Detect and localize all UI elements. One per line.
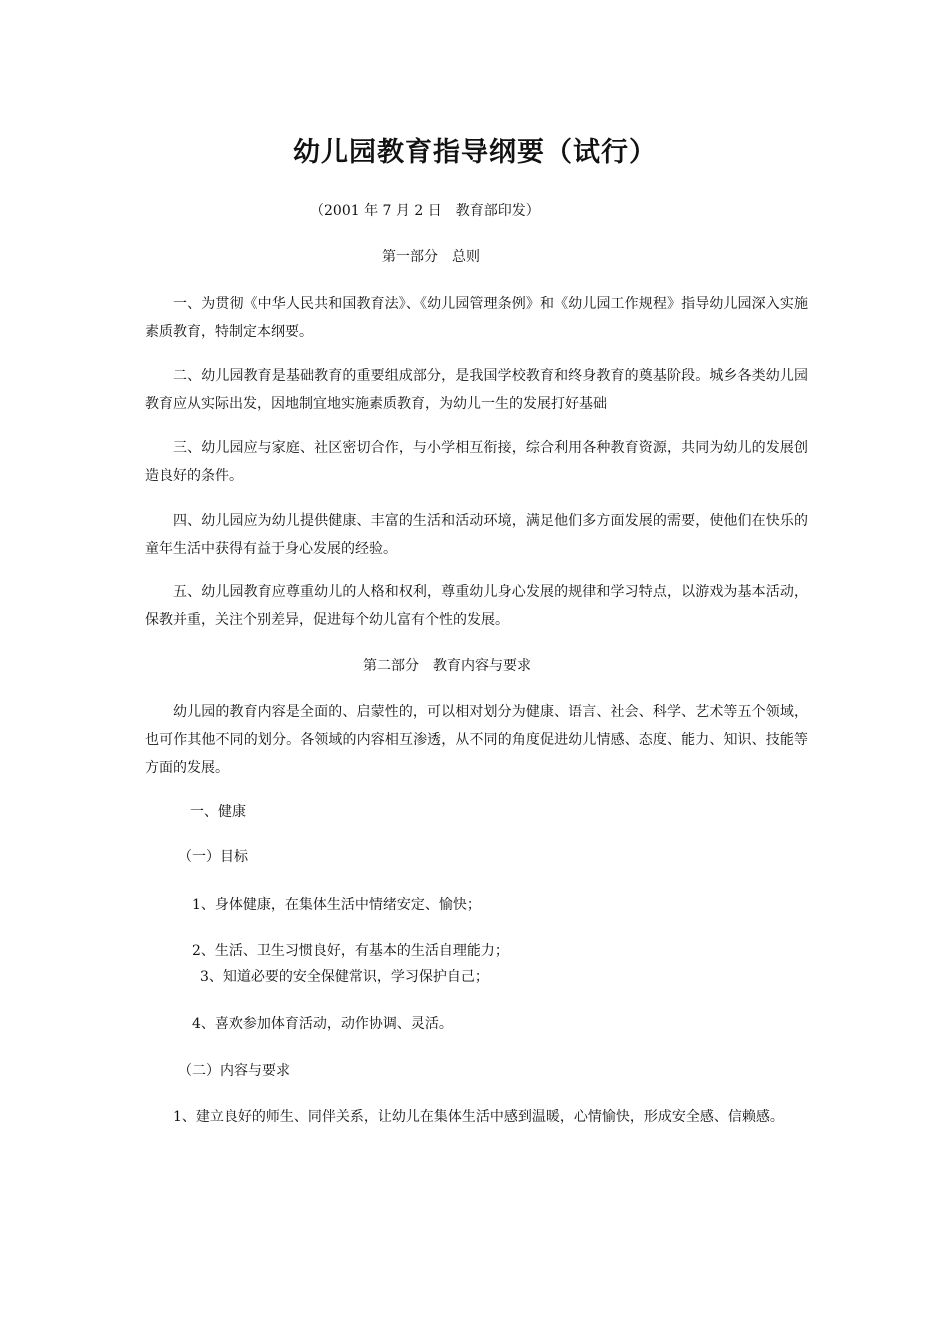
part2-intro: 幼儿园的教育内容是全面的、启蒙性的，可以相对划分为健康、语言、社会、科学、艺术等五个领域，也可作其他不同的划分。各领域的内容相互渗透，从不同的角度促进幼儿情感、态度、能力、知识、技能等方面的发展。 [145,704,808,776]
part2-heading: 第二部分 教育内容与要求 [363,658,531,674]
part1-paragraph-5: 五、幼儿园教育应尊重幼儿的人格和权利，尊重幼儿身心发展的规律和学习特点，以游戏为基本活动，保教并重，关注个别差异，促进每个幼儿富有个性的发展。 [145,584,808,628]
health-goal-1: 1、身体健康，在集体生活中情绪安定、愉快； [192,897,481,913]
health-content-item-1: 1、建立良好的师生、同伴关系，让幼儿在集体生活中感到温暖，心情愉快，形成安全感、信赖感。 [173,1109,784,1125]
part1-heading: 第一部分 总则 [382,249,480,265]
health-content-heading: （二）内容与要求 [178,1063,290,1079]
health-heading: 一、健康 [190,804,246,820]
document-title: 幼儿园教育指导纲要（试行） [293,137,657,168]
health-goal-2: 2、生活、卫生习惯良好，有基本的生活自理能力； [192,943,509,959]
part1-paragraph-1: 一、为贯彻《中华人民共和国教育法》、《幼儿园管理条例》和《幼儿园工作规程》指导幼儿园深入实施素质教育，特制定本纲要。 [145,296,808,340]
document-subtitle: （2001 年 7 月 2 日 教育部印发） [310,203,540,219]
part1-paragraph-2: 二、幼儿园教育是基础教育的重要组成部分，是我国学校教育和终身教育的奠基阶段。城乡各类幼儿园教育应从实际出发，因地制宜地实施素质教育，为幼儿一生的发展打好基础 [145,368,808,412]
health-goal-3: 3、知道必要的安全保健常识，学习保护自己； [200,969,489,985]
part1-paragraph-4: 四、幼儿园应为幼儿提供健康、丰富的生活和活动环境，满足他们多方面发展的需要，使他们在快乐的童年生活中获得有益于身心发展的经验。 [145,513,808,557]
part1-paragraph-3: 三、幼儿园应与家庭、社区密切合作，与小学相互衔接，综合利用各种教育资源，共同为幼儿的发展创造良好的条件。 [145,440,808,484]
health-goal-4: 4、喜欢参加体育活动，动作协调、灵活。 [192,1016,453,1032]
health-goals-heading: （一）目标 [178,849,248,865]
